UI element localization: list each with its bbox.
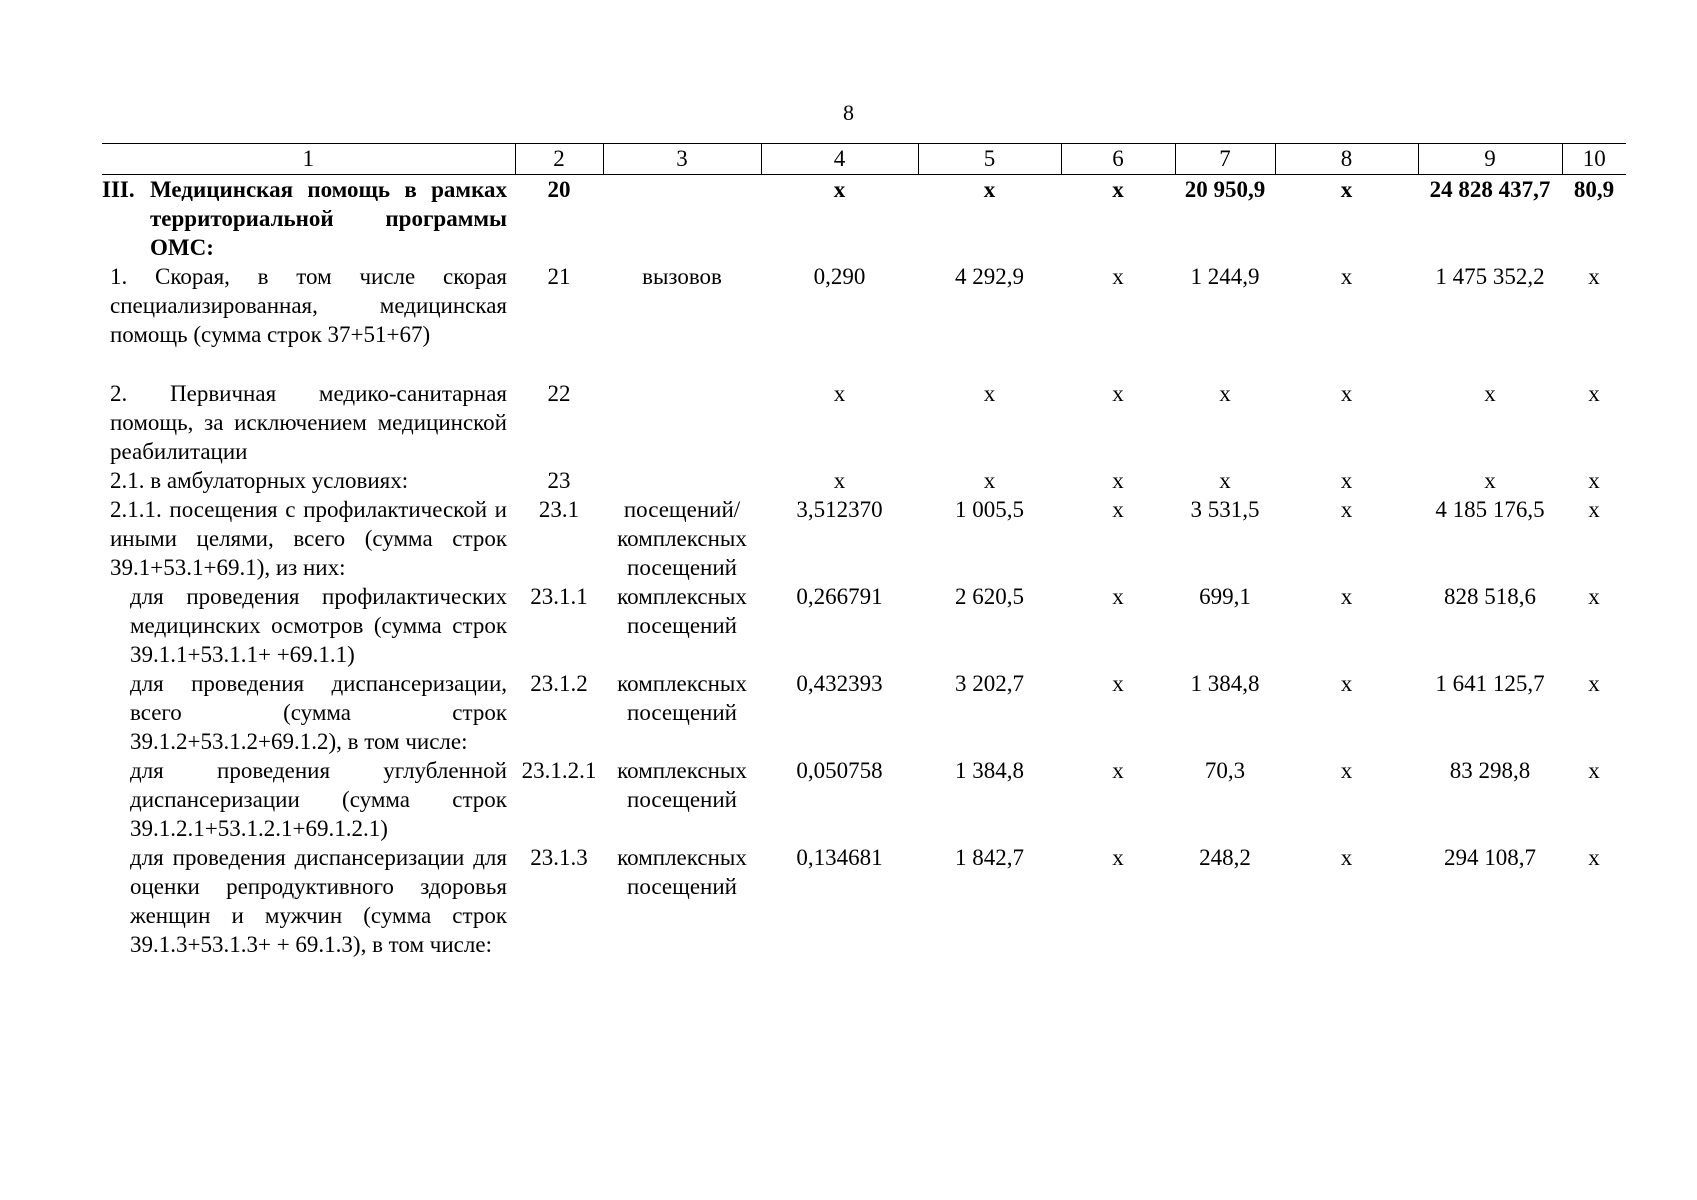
cell-col8: х xyxy=(1340,845,1353,870)
cell-col9: 294 108,7 xyxy=(1444,845,1536,870)
column-header: 1 xyxy=(102,144,515,175)
cell-col5: х xyxy=(983,177,996,202)
column-header: 7 xyxy=(1175,144,1275,175)
table-row xyxy=(102,669,1626,756)
cell-col8: х xyxy=(1340,468,1353,493)
cell-col7: 248,2 xyxy=(1199,845,1251,870)
cell-col9: 4 185 176,5 xyxy=(1435,497,1545,522)
cell-col7: 699,1 xyxy=(1199,584,1251,609)
cell-col9: х xyxy=(1484,468,1496,493)
column-header: 4 xyxy=(761,144,918,175)
column-header: 6 xyxy=(1061,144,1175,175)
cell-col6: х xyxy=(1112,264,1124,289)
cell-col8: х xyxy=(1340,758,1353,783)
row-unit: вызовов xyxy=(642,264,722,289)
column-header: 3 xyxy=(603,144,761,175)
cell-col5: 1 384,8 xyxy=(955,758,1024,783)
cell-col9: х xyxy=(1484,381,1496,406)
column-header: 2 xyxy=(515,144,603,175)
row-unit: комплексных посещений xyxy=(617,845,747,899)
cell-col6: х xyxy=(1112,497,1124,522)
row-name-cell xyxy=(102,175,515,263)
column-header: 9 xyxy=(1418,144,1562,175)
row-name: для проведения профилактических медицинских осмотров (сумма строк 39.1.1+53.1.1+ +69.1.1) xyxy=(130,584,507,667)
cell-col7: 3 531,5 xyxy=(1190,497,1260,522)
table-row xyxy=(102,582,1626,669)
row-unit: посещений/ комплексных посещений xyxy=(617,497,747,580)
row-code: 23.1 xyxy=(538,497,580,522)
cell-col8: х xyxy=(1340,584,1353,609)
cell-col5: 3 202,7 xyxy=(955,671,1024,696)
cell-col8: х xyxy=(1340,264,1353,289)
cell-col5: 4 292,9 xyxy=(955,264,1024,289)
table-row xyxy=(102,756,1626,843)
table-row xyxy=(102,466,1626,495)
cell-col4: 0,266791 xyxy=(796,584,883,609)
cell-col7: 1 244,9 xyxy=(1190,264,1260,289)
spacer-cell xyxy=(102,349,1626,379)
cell-col7: х xyxy=(1219,381,1231,406)
cell-col9: 828 518,6 xyxy=(1444,584,1536,609)
cell-col5: 1 842,7 xyxy=(955,845,1024,870)
row-code: 22 xyxy=(547,381,571,406)
cell-col10: х xyxy=(1588,845,1600,870)
row-code: 23.1.2.1 xyxy=(521,758,597,783)
row-name: 2.1. в амбулаторных условиях: xyxy=(110,468,409,493)
row-unit xyxy=(603,175,761,263)
row-name: для проведения углубленной диспансеризации (сумма строк 39.1.2.1+53.1.2.1+69.1.2.1) xyxy=(130,758,507,841)
row-code: 23 xyxy=(547,468,571,493)
cell-col4: х xyxy=(833,468,846,493)
cell-col4: 3,512370 xyxy=(796,497,883,522)
cell-col10: х xyxy=(1588,497,1600,522)
cell-col8: х xyxy=(1340,381,1353,406)
cell-col5: х xyxy=(983,381,996,406)
cell-col4: х xyxy=(833,381,846,406)
cell-col5: х xyxy=(983,468,996,493)
cell-col4: х xyxy=(833,177,846,202)
column-header: 10 xyxy=(1562,144,1626,175)
cell-col6: х xyxy=(1112,758,1124,783)
data-table xyxy=(102,143,1626,959)
row-name: для проведения диспансеризации для оценки репродуктивного здоровья женщин и мужчин (сумма строк 39.1.3+53.1.3+ + 69.1.3), в том числе: xyxy=(130,845,507,957)
cell-col5: 1 005,5 xyxy=(955,497,1024,522)
cell-col8: х xyxy=(1340,497,1353,522)
cell-col10: х xyxy=(1588,584,1600,609)
cell-col4: 0,290 xyxy=(813,264,866,289)
cell-col6: х xyxy=(1112,845,1124,870)
cell-col4: 0,050758 xyxy=(796,758,883,783)
row-unit: комплексных посещений xyxy=(617,671,747,725)
cell-col8: х xyxy=(1340,671,1353,696)
cell-col6: х xyxy=(1112,468,1124,493)
cell-col9: 1 641 125,7 xyxy=(1435,671,1545,696)
cell-col7: 1 384,8 xyxy=(1190,671,1260,696)
row-unit xyxy=(603,466,761,495)
cell-col7: х xyxy=(1219,468,1231,493)
cell-col7: 70,3 xyxy=(1204,758,1246,783)
row-code: 21 xyxy=(547,264,571,289)
row-unit: комплексных посещений xyxy=(617,758,747,812)
row-name: 1. Скорая, в том числе скорая специализированная, медицинская помощь (сумма строк 37+51+67) xyxy=(110,264,507,347)
cell-col4: 0,134681 xyxy=(796,845,883,870)
cell-col6: х xyxy=(1112,584,1124,609)
column-header: 5 xyxy=(918,144,1061,175)
cell-col10: х xyxy=(1588,758,1600,783)
row-code: 23.1.3 xyxy=(530,845,588,870)
header-row xyxy=(102,144,1626,175)
table-row xyxy=(102,175,1626,263)
section-number: III. xyxy=(102,177,135,202)
row-name: Медицинская помощь в рамках территориальной программы ОМС: xyxy=(150,177,507,260)
row-code: 20 xyxy=(547,177,571,202)
cell-col10: 80,9 xyxy=(1573,177,1615,202)
cell-col8: х xyxy=(1340,177,1353,202)
row-unit xyxy=(603,379,761,466)
table-row xyxy=(102,495,1626,582)
cell-col10: х xyxy=(1588,671,1600,696)
cell-col9: 83 298,8 xyxy=(1449,758,1531,783)
table-row xyxy=(102,843,1626,959)
cell-col10: х xyxy=(1588,381,1600,406)
column-header: 8 xyxy=(1275,144,1418,175)
cell-col6: х xyxy=(1112,671,1124,696)
row-code: 23.1.2 xyxy=(530,671,588,696)
cell-col6: х xyxy=(1112,381,1124,406)
page-number: 8 xyxy=(843,100,854,125)
cell-col7: 20 950,9 xyxy=(1184,177,1266,202)
cell-col10: х xyxy=(1588,468,1600,493)
cell-col5: 2 620,5 xyxy=(955,584,1024,609)
row-name: для проведения диспансеризации, всего (сумма строк 39.1.2+53.1.2+69.1.2), в том числе: xyxy=(130,671,507,754)
row-name: 2. Первичная медико-санитарная помощь, за исключением медицинской реабилитации xyxy=(110,381,507,464)
row-code: 23.1.1 xyxy=(530,584,588,609)
cell-col9: 24 828 437,7 xyxy=(1429,177,1551,202)
row-name: 2.1.1. посещения с профилактической и иными целями, всего (сумма строк 39.1+53.1+69.1), из них: xyxy=(110,497,507,580)
spacer-row xyxy=(102,349,1626,379)
table-row xyxy=(102,379,1626,466)
row-unit: комплексных посещений xyxy=(617,584,747,638)
cell-col6: х xyxy=(1112,177,1124,202)
cell-col9: 1 475 352,2 xyxy=(1435,264,1545,289)
cell-col4: 0,432393 xyxy=(796,671,883,696)
table-row xyxy=(102,262,1626,349)
cell-col10: х xyxy=(1588,264,1600,289)
